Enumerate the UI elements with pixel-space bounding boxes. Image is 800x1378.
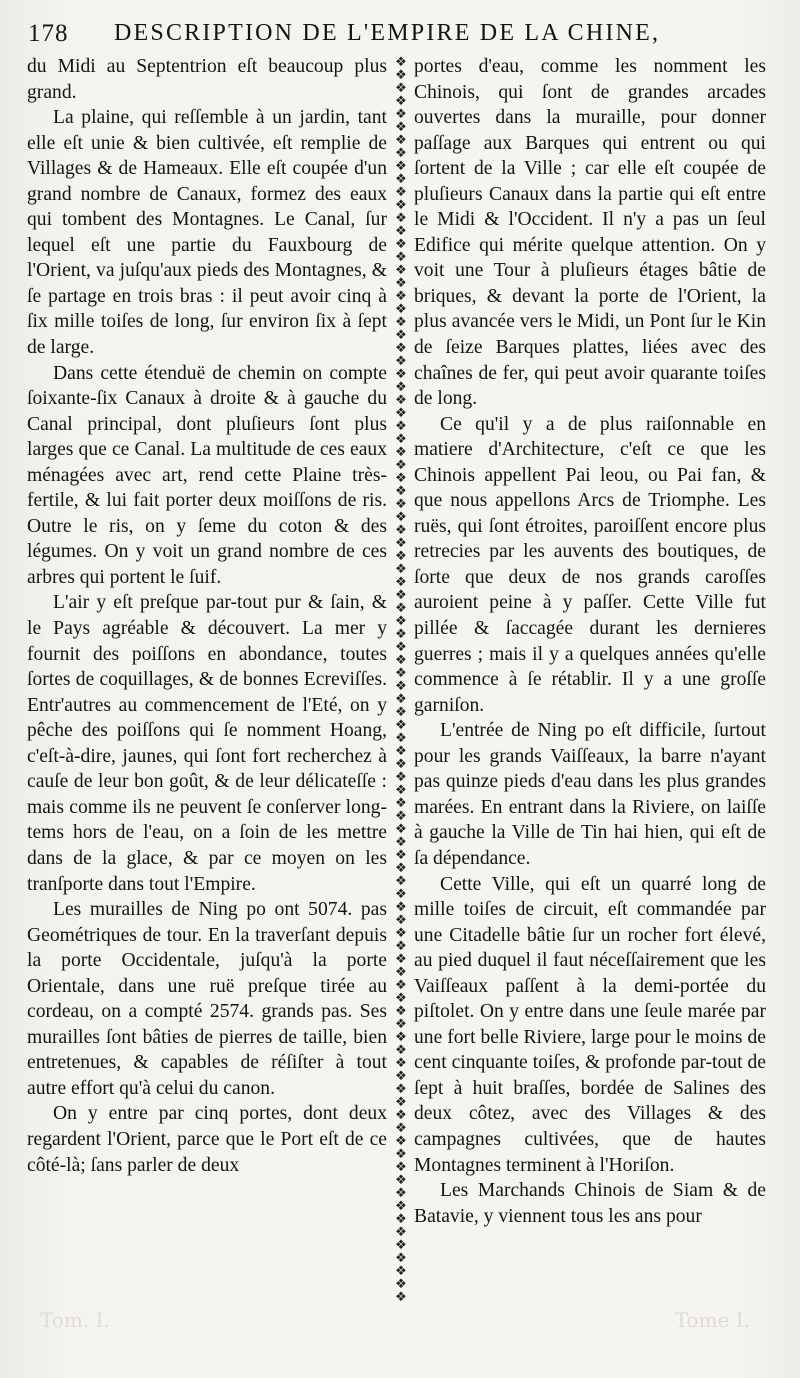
divider-ornament-icon: ❖	[395, 159, 407, 174]
divider-ornament-icon: ❖	[395, 510, 407, 525]
divider-ornament-icon: ❖	[395, 640, 407, 655]
paragraph: Les Marchands Chinois de Siam & de Batavie, y viennent tous les ans pour	[414, 1180, 766, 1227]
divider-ornament-icon: ❖	[395, 328, 407, 343]
divider-ornament-icon: ❖	[395, 55, 407, 70]
divider-ornament-icon: ❖	[395, 926, 407, 941]
divider-ornament-icon: ❖	[395, 757, 407, 772]
divider-ornament-icon: ❖	[395, 1134, 407, 1149]
divider-ornament-icon: ❖	[395, 1173, 407, 1188]
divider-ornament-icon: ❖	[395, 1251, 407, 1266]
page-header	[22, 16, 792, 56]
paragraph: La plaine, qui reſſemble à un jardin, tant elle eſt unie & bien cultivée, eſt remplie de Villages & de Hameaux. Elle eſt coupée d'un grand nombre de Canaux, formez des eaux qui tombent des Montagnes. Le Canal, ſur lequel eſt une partie du Fauxbourg de l'Orient, va juſqu'aux pieds des Montagnes, & ſe partage en trois bras : il peut avoir cinq à ſix mille toiſes de long, ſur environ ſix à ſept de large.	[27, 107, 387, 359]
paragraph: Les murailles de Ning po ont 5074. pas Geométriques de tour. En la traverſant depuis la porte Occidentale, juſqu'à la porte Orientale, dans une ruë preſque tirée au cordeau, on a compté 2574. grands pas. Ses murailles ſont bâties de pierres de taille, bien entretenues, & capables de réſiſter à tout autre effort qu'à celui du canon.	[27, 899, 387, 1099]
divider-ornament-icon: ❖	[395, 250, 407, 265]
divider-ornament-icon: ❖	[395, 1225, 407, 1240]
divider-ornament-icon: ❖	[395, 692, 407, 707]
divider-ornament-icon: ❖	[395, 627, 407, 642]
divider-ornament-icon: ❖	[395, 523, 407, 538]
divider-ornament-icon: ❖	[395, 458, 407, 473]
divider-ornament-icon: ❖	[395, 1095, 407, 1110]
divider-ornament-icon: ❖	[395, 1238, 407, 1253]
divider-ornament-icon: ❖	[395, 120, 407, 135]
divider-ornament-icon: ❖	[395, 666, 407, 681]
divider-ornament-icon: ❖	[395, 1043, 407, 1058]
divider-ornament-icon: ❖	[395, 965, 407, 980]
divider-ornament-icon: ❖	[395, 354, 407, 369]
divider-ornament-icon: ❖	[395, 718, 407, 733]
divider-ornament-icon: ❖	[395, 1004, 407, 1019]
divider-ornament-icon: ❖	[395, 575, 407, 590]
divider-ornament-icon: ❖	[395, 315, 407, 330]
divider-ornament-icon: ❖	[395, 380, 407, 395]
divider-ornament-icon: ❖	[395, 484, 407, 499]
divider-ornament-icon: ❖	[395, 1160, 407, 1175]
divider-ornament-icon: ❖	[395, 393, 407, 408]
divider-ornament-icon: ❖	[395, 445, 407, 460]
divider-ornament-icon: ❖	[395, 1108, 407, 1123]
divider-ornament-icon: ❖	[395, 1290, 407, 1305]
divider-ornament-icon: ❖	[395, 471, 407, 486]
divider-ornament-icon: ❖	[395, 497, 407, 512]
divider-ornament-icon: ❖	[395, 146, 407, 161]
divider-ornament-icon: ❖	[395, 276, 407, 291]
divider-ornament-icon: ❖	[395, 289, 407, 304]
divider-ornament-icon: ❖	[395, 731, 407, 746]
divider-ornament-icon: ❖	[395, 588, 407, 603]
divider-ornament-icon: ❖	[395, 913, 407, 928]
divider-ornament-icon: ❖	[395, 1082, 407, 1097]
divider-ornament-icon: ❖	[395, 796, 407, 811]
divider-ornament-icon: ❖	[395, 94, 407, 109]
divider-ornament-icon: ❖	[395, 81, 407, 96]
divider-ornament-icon: ❖	[395, 744, 407, 759]
divider-ornament-icon: ❖	[395, 822, 407, 837]
show-through-text	[30, 1300, 770, 1360]
divider-ornament-icon: ❖	[395, 601, 407, 616]
divider-ornament-icon: ❖	[395, 978, 407, 993]
divider-ornament-icon: ❖	[395, 198, 407, 213]
divider-ornament-icon: ❖	[395, 705, 407, 720]
paragraph: On y entre par cinq portes, dont deux regardent l'Orient, parce que le Port eſt de ce côté-là; ſans parler de deux	[27, 1103, 387, 1176]
left-column	[27, 54, 387, 1178]
divider-ornament-icon: ❖	[395, 406, 407, 421]
divider-ornament-icon: ❖	[395, 874, 407, 889]
divider-ornament-icon: ❖	[395, 900, 407, 915]
running-head: DESCRIPTION DE L'EMPIRE DE LA CHINE,	[114, 20, 661, 46]
divider-ornament-icon: ❖	[395, 770, 407, 785]
divider-ornament-icon: ❖	[395, 237, 407, 252]
paragraph: Ce qu'il y a de plus raiſonnable en matiere d'Architecture, c'eſt ce que les Chinois appellent Pai leou, ou Pai fan, & que nous appellons Arcs de Triomphe. Les ruës, qui ſont étroites, paroiſſent encore plus retrecies par les auvents des boutiques, de ſorte que deux de nos grands caroſſes auroient peine à y paſſer. Cette Ville fut pillée & ſaccagée durant les dernieres guerres ; mais il y a quelques années qu'elle commence à ſe rétablir. Il y a une groſſe garniſon.	[414, 413, 766, 716]
paragraph: Cette Ville, qui eſt un quarré long de mille toiſes de circuit, eſt commandée par une Citadelle bâtie ſur un rocher fort élevé, au pied duquel il faut néceſſairement que les Vaiſſeaux paſſent à la demi-portée du piſtolet. On y entre dans une ſeule marée par une fort belle Riviere, large pour le moins de cent cinquante toiſes, & profonde par-tout de ſept à huit braſſes, bordée de Salines des deux côtez, avec des Villages & des campagnes cultivées, que de hautes Montagnes terminent à l'Horiſon.	[414, 873, 766, 1176]
divider-ornament-icon: ❖	[395, 302, 407, 317]
divider-ornament-icon: ❖	[395, 172, 407, 187]
divider-ornament-icon: ❖	[395, 809, 407, 824]
divider-ornament-icon: ❖	[395, 549, 407, 564]
divider-ornament-icon: ❖	[395, 887, 407, 902]
divider-ornament-icon: ❖	[395, 1199, 407, 1214]
divider-ornament-icon: ❖	[395, 107, 407, 122]
bleed-text-left: Tom. I.	[40, 1308, 110, 1332]
divider-ornament-icon: ❖	[395, 1030, 407, 1045]
divider-ornament-icon: ❖	[395, 991, 407, 1006]
paragraph: portes d'eau, comme les nomment les Chinois, qui ſont de grandes arcades ouvertes dans la muraille, pour donner paſſage aux Barques qui entrent ou qui ſortent de la Ville ; car elle eſt coupée de pluſieurs Canaux dans la partie qui eſt entre le Midi & l'Occident. Il n'y a pas un ſeul Edifice qui mérite quelque attention. On y voit une Tour à pluſieurs étages bâtie de briques, & devant la porte de l'Orient, la plus avancée vers le Midi, un Pont ſur le Kin de ſeize Barques plattes, liées avec des chaînes de fer, qui peut avoir quarante toiſes de long.	[414, 56, 766, 410]
divider-ornament-icon: ❖	[395, 653, 407, 668]
divider-ornament-icon: ❖	[395, 263, 407, 278]
ornamental-column-divider	[391, 55, 411, 1305]
divider-ornament-icon: ❖	[395, 1121, 407, 1136]
divider-ornament-icon: ❖	[395, 1147, 407, 1162]
divider-ornament-icon: ❖	[395, 1069, 407, 1084]
paragraph: L'air y eſt preſque par-tout pur & ſain, & le Pays agréable & découvert. La mer y fournit des poiſſons en abondance, toutes ſortes de coquillages, & de bonnes Ecreviſſes. Entr'autres au commencement de l'Eté, on y pêche des poiſſons qui ſe nomment Hoang, c'eſt-à-dire, jaunes, qui ſont fort recherchez à cauſe de leur bon goût, & de leur délicateſſe : mais comme ils ne peuvent ſe conſerver long-tems hors de l'eau, on a ſoin de les mettre dans de la glace, & par ce moyen on les tranſporte dans tout l'Empire.	[27, 592, 387, 895]
divider-ornament-icon: ❖	[395, 1212, 407, 1227]
divider-ornament-icon: ❖	[395, 341, 407, 356]
divider-ornament-icon: ❖	[395, 367, 407, 382]
right-column	[414, 54, 766, 1229]
divider-ornament-icon: ❖	[395, 1186, 407, 1201]
divider-ornament-icon: ❖	[395, 133, 407, 148]
paragraph: du Midi au Septentrion eſt beaucoup plus grand.	[27, 56, 387, 103]
divider-ornament-icon: ❖	[395, 939, 407, 954]
divider-ornament-icon: ❖	[395, 952, 407, 967]
divider-ornament-icon: ❖	[395, 861, 407, 876]
divider-ornament-icon: ❖	[395, 783, 407, 798]
page-number: 178	[28, 20, 69, 47]
divider-ornament-icon: ❖	[395, 679, 407, 694]
paragraph: Dans cette étenduë de chemin on compte ſoixante-ſix Canaux à droite & à gauche du Canal principal, dont pluſieurs ſont plus larges que ce Canal. La multitude de ces eaux ménagées avec art, rend cette Plaine très-fertile, & lui fait porter deux moiſſons de ris. Outre le ris, on y ſeme du coton & des légumes. On y voit un grand nombre de ces arbres qui portent le ſuif.	[27, 362, 387, 588]
bleed-text-right: Tome I.	[674, 1308, 750, 1332]
divider-ornament-icon: ❖	[395, 536, 407, 551]
divider-ornament-icon: ❖	[395, 1056, 407, 1071]
divider-ornament-icon: ❖	[395, 562, 407, 577]
divider-ornament-icon: ❖	[395, 1277, 407, 1292]
divider-ornament-icon: ❖	[395, 1264, 407, 1279]
divider-ornament-icon: ❖	[395, 1017, 407, 1032]
divider-ornament-icon: ❖	[395, 835, 407, 850]
divider-ornament-icon: ❖	[395, 432, 407, 447]
divider-ornament-icon: ❖	[395, 848, 407, 863]
divider-ornament-icon: ❖	[395, 68, 407, 83]
divider-ornament-icon: ❖	[395, 224, 407, 239]
divider-ornament-icon: ❖	[395, 419, 407, 434]
divider-ornament-icon: ❖	[395, 614, 407, 629]
divider-ornament-icon: ❖	[395, 185, 407, 200]
divider-ornament-icon: ❖	[395, 211, 407, 226]
paragraph: L'entrée de Ning po eſt difficile, ſurtout pour les grands Vaiſſeaux, la barre n'ayant pas quinze pieds d'eau dans les plus grandes marées. En entrant dans la Riviere, on laiſſe à gauche la Ville de Tin hai hien, qui eſt de ſa dépendance.	[414, 720, 766, 869]
